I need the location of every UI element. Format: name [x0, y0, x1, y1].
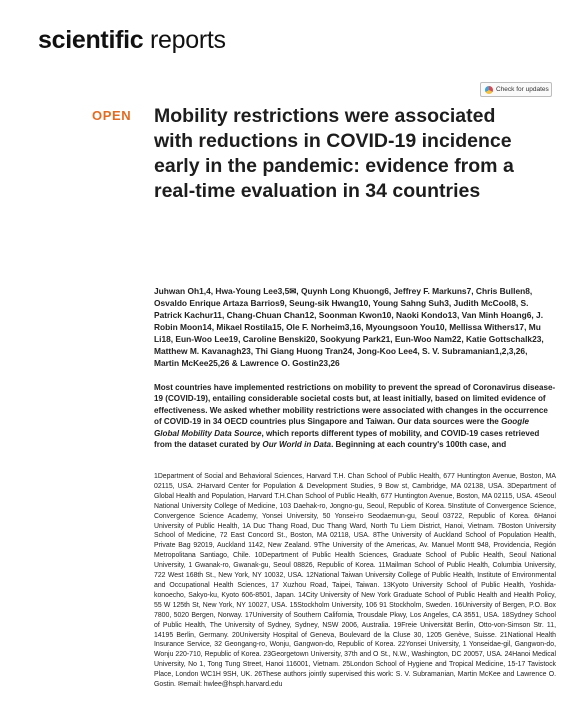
journal-name-light: reports — [143, 26, 226, 54]
abstract-text-3: . Beginning at each country's 100th case, and — [331, 440, 507, 450]
check-for-updates-label: Check for updates — [496, 86, 549, 93]
journal-name-bold: scientific — [38, 26, 144, 54]
open-access-label: OPEN — [92, 108, 132, 123]
affiliations: 1Department of Social and Behavioral Sciences, Harvard T.H. Chan School of Public Health, 677 Huntington Avenue, Boston, MA 02115, USA. 2Harvard Center for Population & Development Studies, 9 Bow st, Cambridge, MA 02138, USA. 3Department of Global Health and Population, Harvard T.H.Chan School of Public Health, 677 Huntington Avenue, Boston, MA 02115, USA. 4Seoul National University College of Medicine, 103 Daehak-ro, Jongno-gu, Seoul, Republic of Korea. 5Institute of Convergence Science, Convergence Science Academy, Yonsei University, 50 Yonsei-ro Seodaemun-gu, Seoul 03722, Republic of Korea. 6Hanoi University of Public Health, 1A Duc Thang Road, Duc Thang Ward, North Tu Liem District, Hanoi, Vietnam. 7Boston University School of Medicine, 72 East Concord St., Boston, MA 02118, USA. 8The University of Auckland School of Population Health, Private Bag 92019, Auckland 1142, New Zealand. 9The University of the Americas, Av. Manuel Montt 948, Providencia, Región Metropolitana Santiago, Chile. 10Department of Public Health Sciences, Graduate School of Public Health, Seoul National University, 1 Gwanak-ro, Gwanak-gu, Seoul 08826, Republic of Korea. 11Mailman School of Public Health, Columbia University, 722 West 168th St., New York, NY 10032, USA. 12National Taiwan University College of Public Health, Institute of Environmental and Occupational Health Sciences, 17 Xuzhou Road, Taipei, Taiwan. 13Kyoto University School of Public Health, Yoshida-konoecho, Sakyo-ku, Kyoto 606-8501, Japan. 14City University of New York Graduate School of Public Health and Health Policy, 55 W 125th St, New York, NY 10027, USA. 15Stockholm University, 106 91 Stockholm, Sweden. 16University of Bergen, P.O. Box 7800, 5020 Bergen, Norway. 17University of Southern California, Trousdale Pkwy, Los Angeles, CA 3551, USA. 18Sydney School of Public Health, The University of Sydney, Sydney, NSW 2006, Australia. 19Freie Universität Berlin, Otto-von-Simson Str. 11, 14195 Berlin, Germany. 20University Hospital of Geneva, Boulevard de la Cluse 30, 1205 Genève, Suisse. 21National Health Insurance Service, 32 Geongang-ro, Wonju, Gangwon-do, Republic of Korea. 22Yonsei University, 1 Yonseidae-gil, Gangwon-do, Wonju 220-710, Republic of Korea. 23Georgetown University, 37th and O St., N.W., Washington, DC 20057, USA. 24Hanoi Medical University, No 1, Tong Tung Street, Hanoi 116001, Vietnam. 25London School of Hygiene and Tropical Medicine, 15-17 Tavistock Place, London WC1H 9SH, UK. 26These authors jointly supervised this work: S. V. Subramanian, Martin McKee and Lawrence O. Gostin. ✉email: hwlee@hsph.harvard.edu — [154, 473, 556, 689]
abstract — [154, 382, 556, 450]
crossmark-icon — [485, 86, 493, 94]
data-source-owid: Our World in Data — [262, 440, 332, 450]
abstract-text-2: , which reports different types of mobility, and COVID-19 cases retrieved from the dataset curated by — [154, 428, 540, 450]
data-source-google: Google Global Mobility Data Source — [154, 417, 529, 438]
article-title: Mobility restrictions were associated with reductions in COVID-19 incidence early in the pandemic: evidence from a real-time evaluation in 34 countries — [154, 105, 514, 202]
check-for-updates-button[interactable] — [480, 82, 552, 97]
author-list: Juhwan Oh1,4, Hwa-Young Lee3,5✉, Quynh Long Khuong6, Jeffrey F. Markuns7, Chris Bullen8, Osvaldo Enrique Artaza Barrios9, Seung-sik Hwang10, Young Sahng Suh3, Judith McCool8, S. Patrick Kachur11, Chang-Chuan Chan12, Soonman Kwon10, Naoki Kondo13, Van Minh Hoang6, J. Robin Moon14, Mikael Rostila15, Ole F. Norheim3,16, Myoungsoon You10, Mellissa Withers17, Mu Li18, Eun-Woo Lee19, Caroline Benski20, Sookyung Park21, Eun-Woo Nam22, Katie Gottschalk23, Matthew M. Kavanagh23, Thi Giang Huong Tran24, Jong-Koo Lee4, S. V. Subramanian1,2,3,26, Martin McKee25,26 & Lawrence O. Gostin23,26 — [154, 286, 544, 368]
abstract-text-1: Most countries have implemented restrictions on mobility to prevent the spread of Coronavirus disease-19 (COVID-19), entailing considerable societal costs but, at least initially, based on limited evidence of effectiveness. We asked whether mobility restrictions were associated with changes in the occurrence of COVID-19 in 34 OECD countries plus Singapore and Taiwan. Our data sources were the — [154, 383, 556, 427]
journal-logo — [38, 26, 226, 55]
